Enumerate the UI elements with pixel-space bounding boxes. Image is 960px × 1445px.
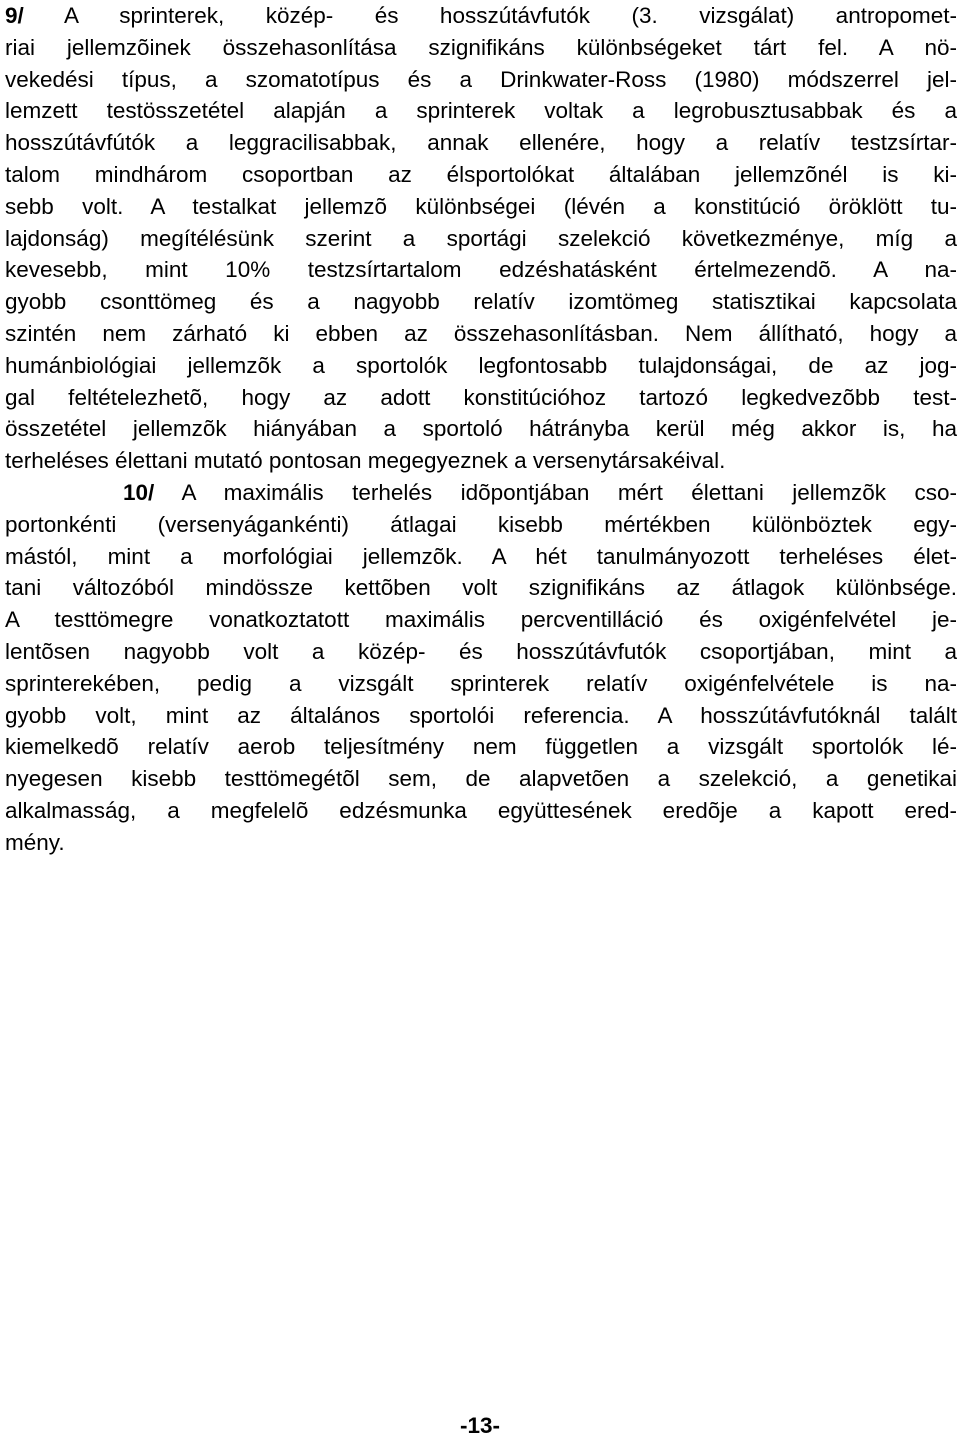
paragraph-9-line: talom mindhárom csoportban az élsportolókat általában jellemzõnél is ki- <box>5 161 957 187</box>
paragraph-9-line: kevesebb, mint 10% testzsírtartalom edzéshatásként értelmezendõ. A na- <box>5 257 957 283</box>
paragraph-9-number: 9/ <box>5 3 24 28</box>
paragraph-9-line: sebb volt. A testalkat jellemzõ különbségei (lévén a konstitúció öröklött tu- <box>5 193 957 219</box>
paragraph-10-line: sprinterekében, pedig a vizsgált sprinterek relatív oxigénfelvétele is na- <box>5 670 957 696</box>
paragraph-10-line: kiemelkedõ relatív aerob teljesítmény nem független a vizsgált sportolók lé- <box>5 734 957 760</box>
paragraph-9-line: szintén nem zárható ki ebben az összehasonlításban. Nem állítható, hogy a <box>5 320 957 346</box>
paragraph-10-line: alkalmasság, a megfelelõ edzésmunka együttesének eredõje a kapott ered- <box>5 797 957 823</box>
paragraph-10-line: A testtömegre vonatkoztatott maximális percventilláció és oxigénfelvétel je- <box>5 607 957 633</box>
paragraph-9-line-1 <box>5 0 957 32</box>
paragraph-10-line: mástól, mint a morfológiai jellemzõk. A hét tanulmányozott terheléses élet- <box>5 543 957 569</box>
paragraph-9-line: lajdonság) megítélésünk szerint a sportági szelekció következménye, míg a <box>5 225 957 251</box>
paragraph-10-line: portonkénti (versenyágankénti) átlagai kisebb mértékben különböztek egy- <box>5 511 957 537</box>
paragraph-9-line: humánbiológiai jellemzõk a sportolók legfontosabb tulajdonságai, de az jog- <box>5 352 957 378</box>
paragraph-10-first-line-text: A maximális terhelés idõpontjában mért élettani jellemzõk cso- <box>154 479 957 505</box>
paragraph-10-number: 10/ <box>123 479 155 505</box>
paragraph-9-line: hosszútávfútók a leggracilisabbak, annak ellenére, hogy a relatív testzsírtar- <box>5 130 957 156</box>
paragraph-9-line: gyobb csonttömeg és a nagyobb relatív izomtömeg statisztikai kapcsolata <box>5 289 957 315</box>
paragraph-9-line: összetétel jellemzõk hiányában a sportoló hátrányba kerül még akkor is, ha <box>5 416 957 442</box>
paragraph-9-line: lemzett testösszetétel alapján a sprinterek voltak a legrobusztusabbak és a <box>5 98 957 124</box>
document-page <box>5 0 957 859</box>
paragraph-9-line: riai jellemzõinek összehasonlítása szignifikáns különbségeket tárt fel. A nö- <box>5 34 957 60</box>
paragraph-10-line: nyegesen kisebb testtömegétõl sem, de alapvetõen a szelekció, a genetikai <box>5 766 957 792</box>
paragraph-9 <box>5 0 957 477</box>
page-number: -13- <box>459 1413 500 1438</box>
paragraph-9-first-line-text: A sprinterek, közép- és hosszútávfutók (3. vizsgálat) antropomet- <box>23 3 957 28</box>
paragraph-9-last-line: terheléses élettani mutató pontosan megegyeznek a versenytársakéival. <box>5 448 726 474</box>
paragraph-10-line: tani változóból mindössze kettõben volt szignifikáns az átlagok különbsége. <box>5 575 957 601</box>
paragraph-9-line: vekedési típus, a szomatotípus és a Drinkwater-Ross (1980) módszerrel jel- <box>5 66 957 92</box>
paragraph-10-line-1 <box>5 477 957 509</box>
paragraph-10-last-line: mény. <box>5 829 65 855</box>
paragraph-10-line: lentõsen nagyobb volt a közép- és hosszútávfutók csoportjában, mint a <box>5 638 957 664</box>
paragraph-10-line: gyobb volt, mint az általános sportolói referencia. A hosszútávfutóknál talált <box>5 702 957 728</box>
paragraph-10 <box>5 477 957 859</box>
paragraph-9-line: gal feltételezhetõ, hogy az adott konstitúcióhoz tartozó legkedvezõbb test- <box>5 384 957 410</box>
